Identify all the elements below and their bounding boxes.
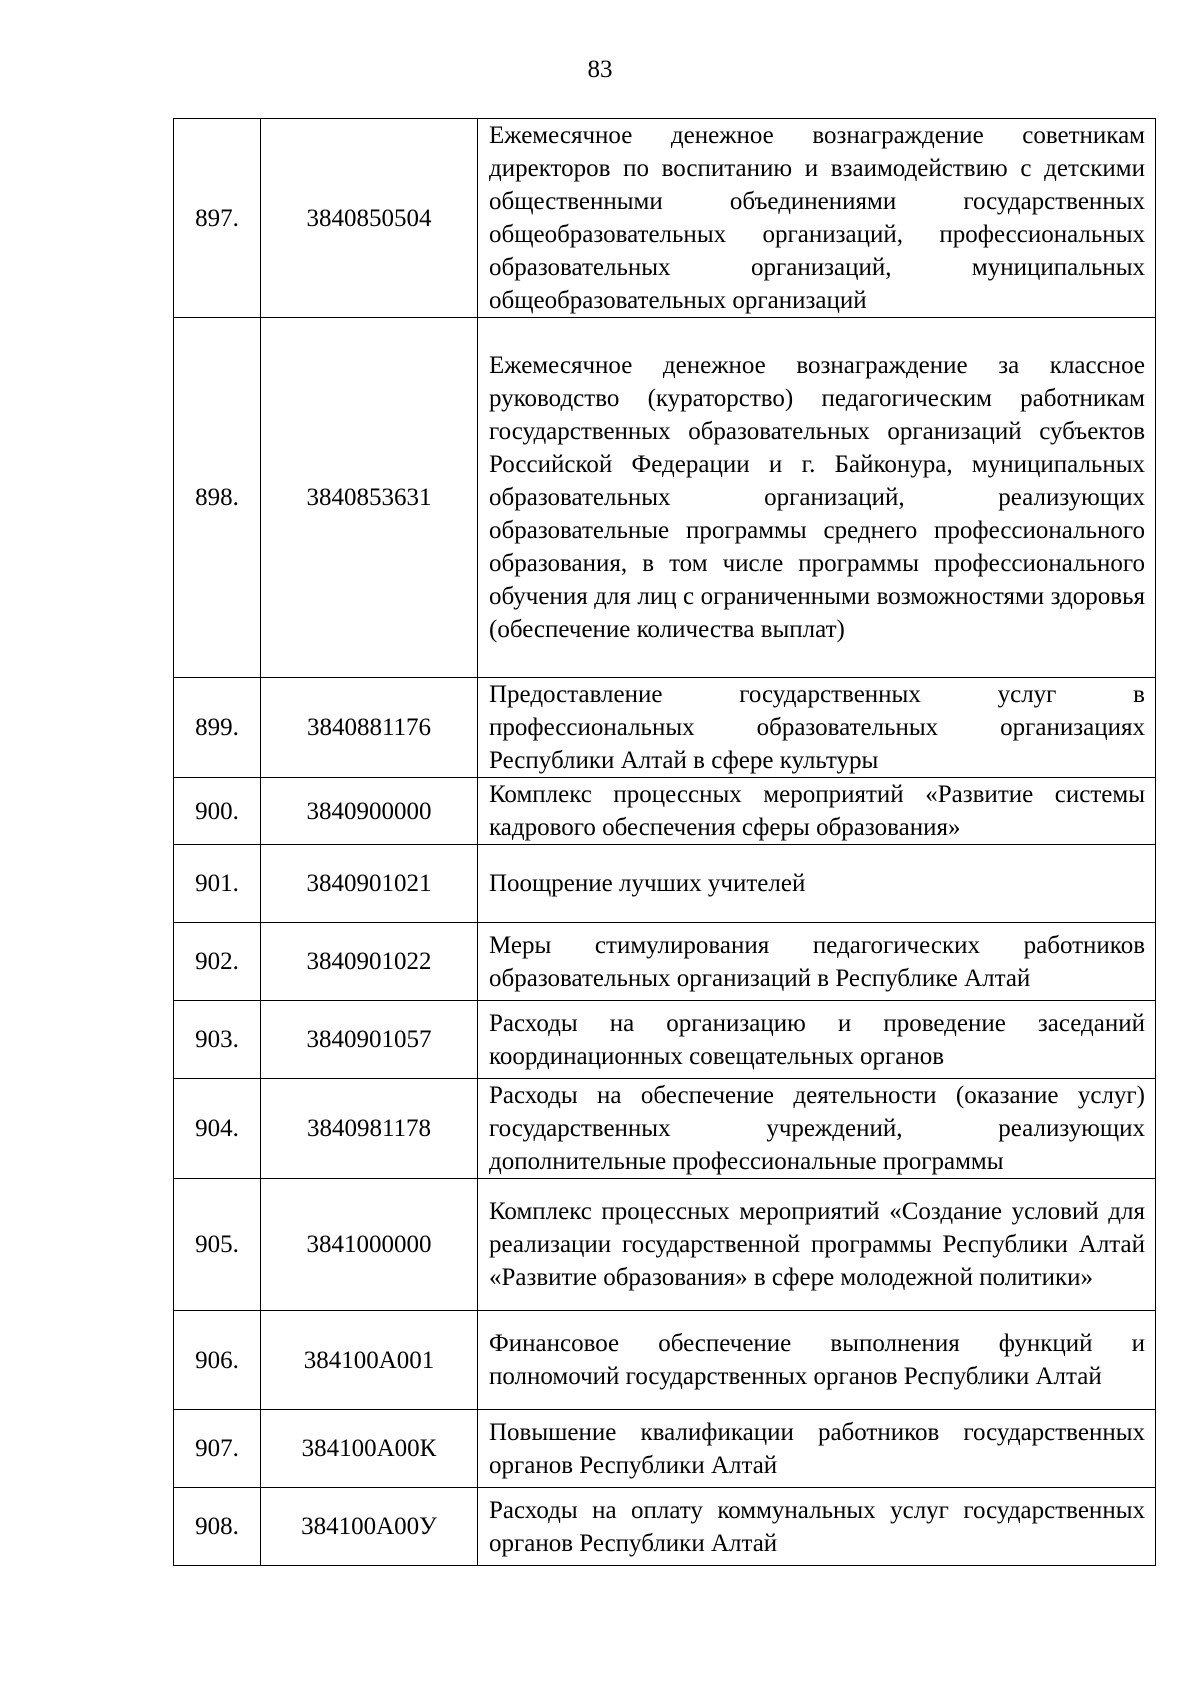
row-number: 899. — [174, 678, 261, 778]
row-number: 898. — [174, 318, 261, 678]
row-code: 3840901021 — [261, 845, 478, 923]
row-number: 907. — [174, 1410, 261, 1488]
table-row — [174, 845, 1156, 923]
row-name: Расходы на обеспечение деятельности (оказание услуг) государственных учреждений, реализующих дополнительные профессиональные программы — [478, 1079, 1156, 1179]
row-number: 905. — [174, 1179, 261, 1311]
row-number: 901. — [174, 845, 261, 923]
row-number: 906. — [174, 1311, 261, 1410]
row-name: Комплекс процессных мероприятий «Развитие системы кадрового обеспечения сферы образования» — [478, 778, 1156, 845]
row-code: 384100А001 — [261, 1311, 478, 1410]
row-code: 3840901057 — [261, 1001, 478, 1079]
table-row — [174, 318, 1156, 678]
row-number: 904. — [174, 1079, 261, 1179]
row-number: 897. — [174, 119, 261, 318]
row-code: 3840981178 — [261, 1079, 478, 1179]
row-code: 3840850504 — [261, 119, 478, 318]
row-name: Ежемесячное денежное вознаграждение советникам директоров по воспитанию и взаимодействию с детскими общественными объединениями государственных общеобразовательных организаций, профессиональных образовательных организаций, муниципальных общеобразовательных организаций — [478, 119, 1156, 318]
row-name: Расходы на оплату коммунальных услуг государственных органов Республики Алтай — [478, 1488, 1156, 1566]
page-number: 83 — [587, 56, 613, 83]
table-row — [174, 778, 1156, 845]
row-code: 3840881176 — [261, 678, 478, 778]
row-name: Повышение квалификации работников государственных органов Республики Алтай — [478, 1410, 1156, 1488]
row-number: 908. — [174, 1488, 261, 1566]
row-code: 384100А00У — [261, 1488, 478, 1566]
row-name: Поощрение лучших учителей — [478, 845, 1156, 923]
table-row — [174, 1001, 1156, 1079]
row-code: 3840901022 — [261, 923, 478, 1001]
table-row — [174, 1410, 1156, 1488]
table-row — [174, 923, 1156, 1001]
table-row — [174, 119, 1156, 318]
table-row — [174, 678, 1156, 778]
budget-classification-table — [173, 118, 1156, 1566]
row-name: Расходы на организацию и проведение заседаний координационных совещательных органов — [478, 1001, 1156, 1079]
row-name: Финансовое обеспечение выполнения функций и полномочий государственных органов Республики Алтай — [478, 1311, 1156, 1410]
row-name: Комплекс процессных мероприятий «Создание условий для реализации государственной программы Республики Алтай «Развитие образования» в сфере молодежной политики» — [478, 1179, 1156, 1311]
table-row — [174, 1079, 1156, 1179]
row-code: 3840853631 — [261, 318, 478, 678]
row-code: 384100А00К — [261, 1410, 478, 1488]
row-name: Предоставление государственных услуг в профессиональных образовательных организациях Республики Алтай в сфере культуры — [478, 678, 1156, 778]
table-row — [174, 1311, 1156, 1410]
row-code: 3841000000 — [261, 1179, 478, 1311]
row-name: Меры стимулирования педагогических работников образовательных организаций в Республике Алтай — [478, 923, 1156, 1001]
row-number: 903. — [174, 1001, 261, 1079]
table-row — [174, 1488, 1156, 1566]
row-code: 3840900000 — [261, 778, 478, 845]
table-row — [174, 1179, 1156, 1311]
row-number: 902. — [174, 923, 261, 1001]
row-number: 900. — [174, 778, 261, 845]
row-name: Ежемесячное денежное вознаграждение за классное руководство (кураторство) педагогическим работникам государственных образовательных организаций субъектов Российской Федерации и г. Байконура, муниципальных образовательных организаций, реализующих образовательные программы среднего профессионального образования, в том числе программы профессионального обучения для лиц с ограниченными возможностями здоровья (обеспечение количества выплат) — [478, 318, 1156, 678]
